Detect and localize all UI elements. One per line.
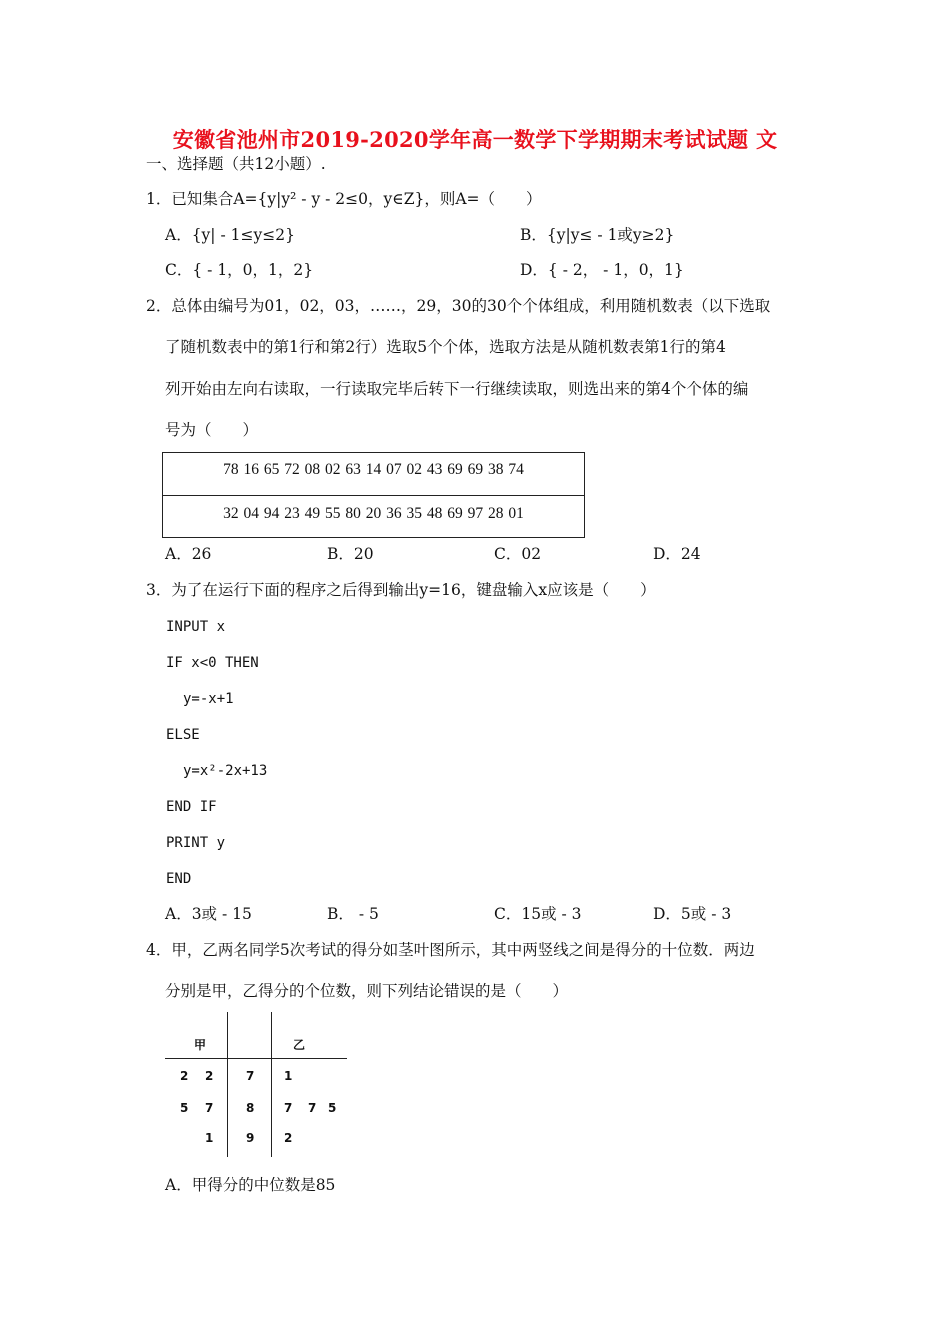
- random-number-table: [162, 452, 585, 538]
- left-leaf: 2: [180, 1069, 189, 1083]
- q2-option-b: B．20: [327, 545, 374, 563]
- q3-option-b: B． - 5: [327, 905, 379, 923]
- left-leaf: 2: [205, 1069, 214, 1083]
- q1-option-c: C．{ - 1，0，1，2}: [165, 261, 314, 279]
- q2-option-a: A．26: [165, 545, 212, 563]
- header-yi: 乙: [293, 1038, 306, 1052]
- q2-line-2: 了随机数表中的第1行和第2行）选取5个个体，选取方法是从随机数表第1行的第4: [165, 338, 726, 356]
- q3-option-c: C．15或 - 3: [494, 905, 582, 923]
- q2-line-3: 列开始由左向右读取，一行读取完毕后转下一行继续读取，则选出来的第4个个体的编: [165, 380, 749, 398]
- right-leaf: 5: [328, 1101, 337, 1115]
- right-leaf: 7: [308, 1101, 317, 1115]
- stem-leaf-plot: [165, 1012, 347, 1157]
- q4-option-a: A．甲得分的中位数是85: [165, 1176, 336, 1194]
- left-leaf: 7: [205, 1101, 214, 1115]
- q1-option-b: B．{y|y≤ - 1或y≥2}: [520, 226, 675, 244]
- q2-option-c: C．02: [494, 545, 542, 563]
- code-line-6: END IF: [166, 799, 217, 815]
- q4-line-1: 4．甲，乙两名同学5次考试的得分如茎叶图所示，其中两竖线之间是得分的十位数．两边: [146, 941, 755, 959]
- stem-value: 7: [246, 1069, 255, 1083]
- q1-stem: 1．已知集合A={y|y² - y - 2≤0，y∈Z}，则A=（ ）: [146, 190, 542, 208]
- section-heading: 一、选择题（共12小题）.: [146, 155, 326, 173]
- q3-stem: 3．为了在运行下面的程序之后得到输出y=16，键盘输入x应该是（ ）: [146, 581, 656, 599]
- left-leaf: 1: [205, 1131, 214, 1145]
- q2-line-1: 2．总体由编号为01，02，03，……，29，30的30个个体组成，利用随机数表（以下选取: [146, 297, 771, 315]
- q1-option-a: A．{y| - 1≤y≤2}: [165, 226, 295, 244]
- stem-value: 9: [246, 1131, 255, 1145]
- table-divider: [163, 495, 584, 496]
- code-line-1: INPUT x: [166, 619, 226, 635]
- table-row-2: 32 04 94 23 49 55 80 20 36 35 48 69 97 28 01: [223, 505, 524, 522]
- q3-option-a: A．3或 - 15: [165, 905, 252, 923]
- q2-option-d: D．24: [653, 545, 701, 563]
- code-line-4: ELSE: [166, 727, 200, 743]
- right-leaf: 1: [284, 1069, 293, 1083]
- page-title: 安徽省池州市2019-2020学年高一数学下学期期末考试试题 文: [172, 127, 778, 152]
- left-leaf: 5: [180, 1101, 189, 1115]
- q2-line-4: 号为（ ）: [165, 421, 259, 439]
- code-line-2: IF x<0 THEN: [166, 655, 259, 671]
- stem-divider-left: [227, 1012, 228, 1157]
- code-line-5: y=x²-2x+13: [183, 763, 268, 779]
- stem-value: 8: [246, 1101, 255, 1115]
- header-rule: [165, 1058, 347, 1059]
- right-leaf: 2: [284, 1131, 293, 1145]
- q3-option-d: D．5或 - 3: [653, 905, 732, 923]
- header-jia: 甲: [194, 1038, 207, 1052]
- code-line-8: END: [166, 871, 192, 887]
- right-leaf: 7: [284, 1101, 293, 1115]
- stem-divider-right: [271, 1012, 272, 1157]
- table-row-1: 78 16 65 72 08 02 63 14 07 02 43 69 69 38 74: [223, 461, 524, 478]
- code-line-3: y=-x+1: [183, 691, 234, 707]
- q1-option-d: D．{ - 2， - 1，0，1}: [520, 261, 684, 279]
- q4-line-2: 分别是甲，乙得分的个位数，则下列结论错误的是（ ）: [165, 982, 569, 1000]
- code-line-7: PRINT y: [166, 835, 226, 851]
